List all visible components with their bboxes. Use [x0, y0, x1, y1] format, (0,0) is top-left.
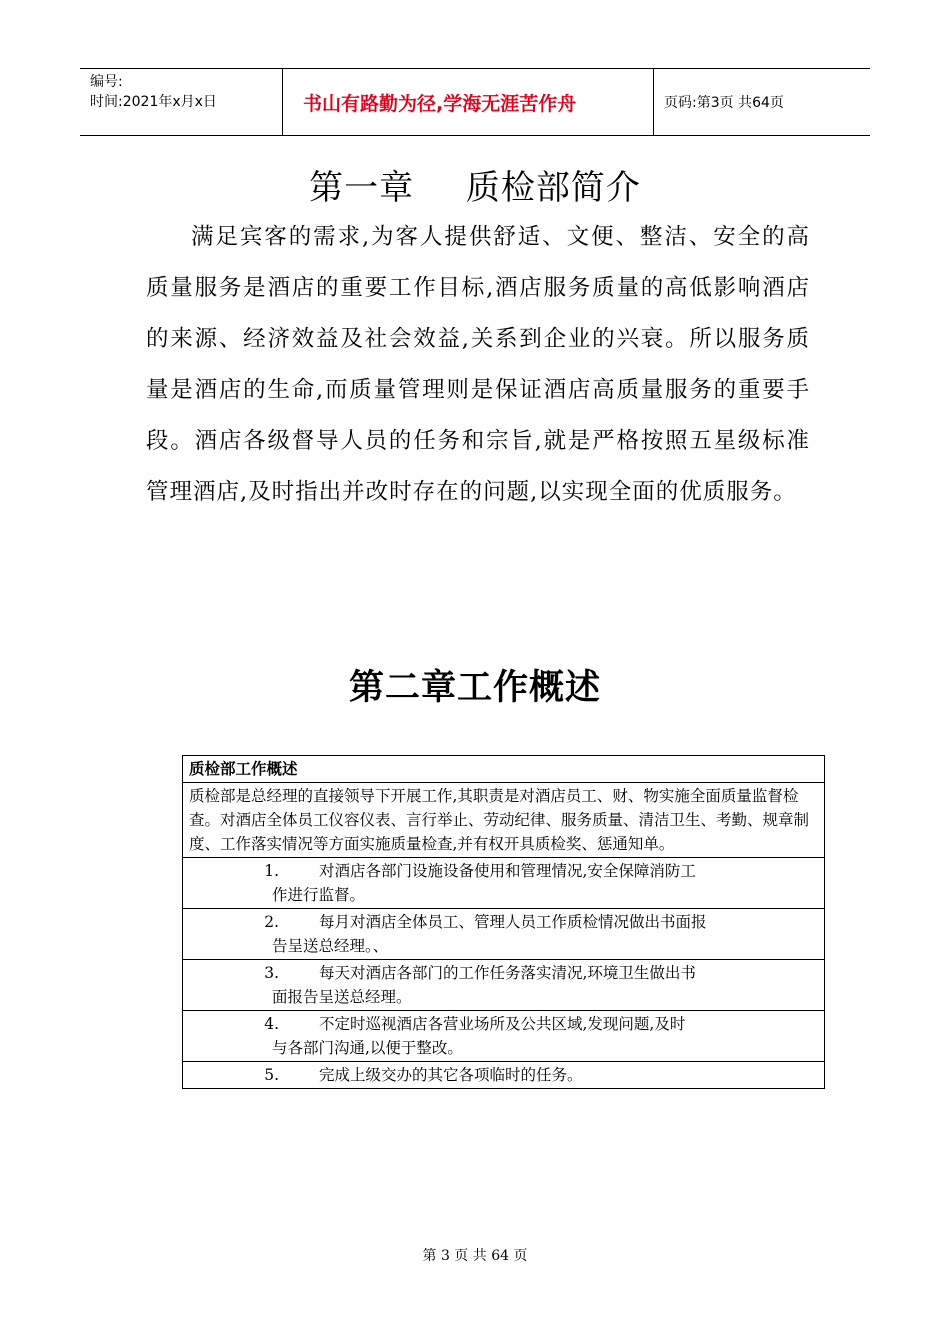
item-number: 4.	[264, 1015, 279, 1033]
page-footer: 第 3 页 共 64 页	[422, 1248, 528, 1264]
item-number: 5.	[264, 1066, 279, 1084]
item-text: 每天对酒店各部门的工作任务落实清况,环境卫生做出书	[319, 964, 696, 982]
overview-table	[182, 755, 825, 1089]
chapter1-paragraph: 满足宾客的需求,为客人提供舒适、文便、整洁、安全的高质量服务是酒店的重要工作目标,酒店服务质量的高低影响酒店的来源、经济效益及社会效益,关系到企业的兴衰。所以服务质量是酒店的生命,而质量管理则是保证酒店高质量服务的重要手段。酒店各级督导人员的任务和宗旨,就是严格按照五星级标准管理酒店,及时指出并改时存在的问题,以实现全面的优质服务。	[146, 224, 810, 505]
duty-item-4	[183, 1011, 825, 1062]
header-meta	[80, 69, 282, 135]
duty-item-2	[183, 909, 825, 960]
item-text-cont: 与各部门沟通,以便于整改。	[272, 1039, 463, 1057]
table-row	[183, 1062, 825, 1089]
table-row	[183, 858, 825, 909]
summary-cell: 质检部是总经理的直接领导下开展工作,其职责是对酒店员工、财、物实施全面质量监督检查。对酒店全体员工仪容仪表、言行举止、劳动纪律、服务质量、清洁卫生、考勤、规章制度、工作落实情况等方面实施质量检查,并有权开具质检奖、惩通知单。	[183, 783, 825, 858]
table-row	[183, 960, 825, 1011]
table-title: 质检部工作概述	[183, 756, 825, 783]
item-number: 3.	[264, 964, 279, 982]
table-row	[183, 783, 825, 858]
duty-item-3	[183, 960, 825, 1011]
header-page-number: 页码:第3页 共64页	[664, 95, 784, 111]
item-number: 2.	[264, 913, 279, 931]
duty-item-1	[183, 858, 825, 909]
item-text: 完成上级交办的其它各项临时的任务。	[319, 1066, 583, 1084]
header-motto: 书山有路勤为径,学海无涯苦作舟	[282, 69, 654, 135]
table-row	[183, 909, 825, 960]
item-text-cont: 面报告呈送总经理。	[272, 988, 412, 1006]
table-row	[183, 1011, 825, 1062]
table-row	[183, 756, 825, 783]
item-text-cont: 告呈送总经理。、	[272, 937, 389, 955]
chapter1-number: 第一章	[309, 168, 415, 208]
item-number: 1.	[264, 862, 279, 880]
document-number-label: 编号:	[90, 74, 123, 90]
page-header	[80, 68, 870, 136]
item-text: 对酒店各部门设施设备使用和管理情况,安全保障消防工	[319, 862, 696, 880]
chapter2-title: 第二章工作概述	[348, 667, 601, 708]
chapter1-name: 质检部简介	[465, 168, 641, 208]
item-text: 每月对酒店全体员工、管理人员工作质检情况做出书面报	[319, 913, 707, 931]
document-date-label: 时间:2021年x月x日	[90, 94, 217, 110]
item-text-cont: 作进行监督。	[272, 886, 366, 904]
duty-item-5	[183, 1062, 825, 1089]
chapter1-title	[0, 160, 950, 209]
item-text: 不定时巡视酒店各营业场所及公共区域,发现问题,及时	[319, 1015, 686, 1033]
